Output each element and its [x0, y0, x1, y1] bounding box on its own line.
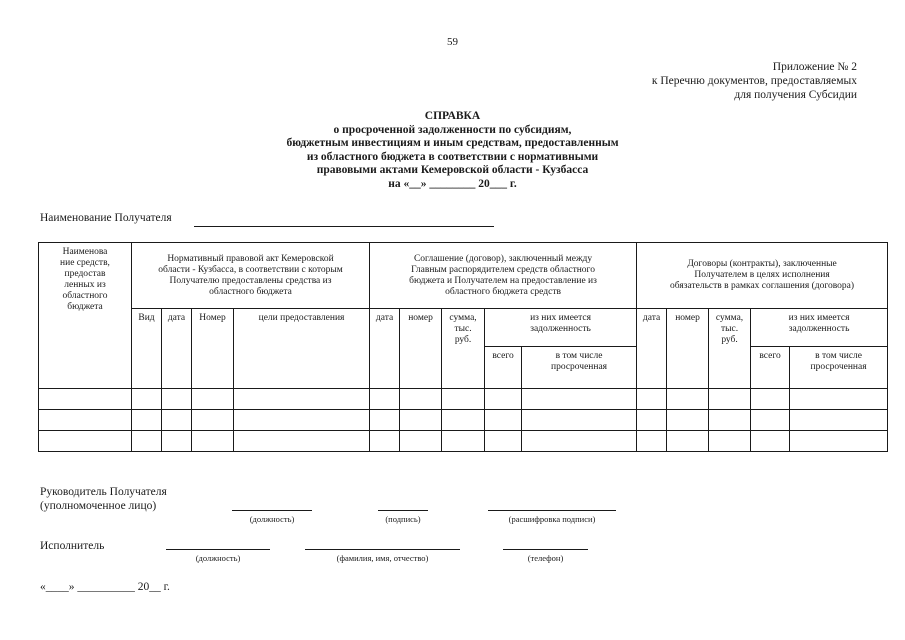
table-cell[interactable] [39, 389, 132, 410]
title-date-line: на «__» ________ 20___ г. [388, 177, 517, 190]
exec-name-caption: (фамилия, имя, отчество) [336, 553, 429, 563]
head-position-line[interactable] [232, 510, 312, 511]
header-agreement-number: номер [400, 309, 442, 389]
appendix-line-3: для получения Субсидии [734, 89, 857, 101]
table-cell[interactable] [637, 431, 667, 452]
table-cell[interactable] [485, 389, 522, 410]
table-row [39, 410, 888, 431]
table-cell[interactable] [370, 389, 400, 410]
header-contracts-group: Договоры (контракты), заключенные Получателем в целях исполнения обязательств в рамках соглашения (договора) [637, 243, 888, 309]
table-cell[interactable] [522, 410, 637, 431]
table-cell[interactable] [132, 431, 162, 452]
table-cell[interactable] [234, 389, 370, 410]
table-cell[interactable] [39, 431, 132, 452]
head-decoding-line[interactable] [488, 510, 616, 511]
table-cell[interactable] [192, 431, 234, 452]
table-cell[interactable] [400, 389, 442, 410]
title-heading: СПРАВКА [424, 110, 481, 122]
table-cell[interactable] [162, 410, 192, 431]
page-number: 59 [447, 36, 458, 48]
appendix-note [652, 60, 857, 102]
table-cell[interactable] [234, 431, 370, 452]
table-cell[interactable] [751, 389, 790, 410]
header-agreement-group: Соглашение (договор), заключенный между Главным распорядителем средств областного бюджета и Получателем на предоставление из областного бюджета средств [370, 243, 637, 309]
table-cell[interactable] [709, 389, 751, 410]
header-contract-debt-overdue: в том числе просроченная [790, 347, 888, 389]
table-cell[interactable] [751, 410, 790, 431]
header-npa-number: Номер [192, 309, 234, 389]
table-cell[interactable] [132, 389, 162, 410]
header-contract-debt-total: всего [751, 347, 790, 389]
title-line-2: бюджетным инвестициям и иным средствам, предоставленным [286, 137, 619, 150]
table-cell[interactable] [442, 389, 485, 410]
header-npa-group: Нормативный правовой акт Кемеровской области - Кузбасса, в соответствии с которым Получателю предоставлены средства из областного бюджета [132, 243, 370, 309]
table-cell[interactable] [162, 431, 192, 452]
table-cell[interactable] [485, 431, 522, 452]
header-npa-purpose: цели предоставления [234, 309, 370, 389]
exec-phone-line[interactable] [503, 549, 588, 550]
header-contract-number: номер [667, 309, 709, 389]
table-cell[interactable] [790, 389, 888, 410]
table-cell[interactable] [790, 431, 888, 452]
header-agreement-date: дата [370, 309, 400, 389]
exec-phone-caption: (телефон) [527, 553, 564, 563]
header-agreement-debt: из них имеется задолженность [485, 309, 637, 347]
table-cell[interactable] [637, 410, 667, 431]
table-cell[interactable] [522, 431, 637, 452]
head-label-line-1: Руководитель Получателя [40, 486, 167, 498]
table-cell[interactable] [522, 389, 637, 410]
header-agreement-debt-overdue: в том числе просроченная [522, 347, 637, 389]
document-title [0, 110, 905, 192]
table-cell[interactable] [667, 431, 709, 452]
head-label [40, 486, 167, 513]
debt-table [38, 242, 888, 452]
header-contract-date: дата [637, 309, 667, 389]
table-cell[interactable] [667, 410, 709, 431]
sign-date-line: «____» __________ 20__ г. [40, 581, 170, 593]
recipient-label: Наименование Получателя [40, 212, 172, 224]
table-cell[interactable] [192, 389, 234, 410]
table-cell[interactable] [709, 431, 751, 452]
header-contract-sum: сумма, тыс. руб. [709, 309, 751, 389]
table-cell[interactable] [637, 389, 667, 410]
table-cell[interactable] [39, 410, 132, 431]
table-cell[interactable] [132, 410, 162, 431]
head-signature-caption: (подпись) [385, 514, 421, 524]
title-line-3: из областного бюджета в соответствии с нормативными [306, 150, 599, 163]
exec-name-line[interactable] [305, 549, 460, 550]
header-funds-name: Наименова ние средств, предостав ленных из областного бюджета [39, 243, 132, 389]
table-cell[interactable] [442, 431, 485, 452]
table-row [39, 389, 888, 410]
title-line-1: о просроченной задолженности по субсидиям, [333, 123, 572, 136]
table-cell[interactable] [485, 410, 522, 431]
table-cell[interactable] [234, 410, 370, 431]
head-label-line-2: (уполномоченное лицо) [40, 499, 157, 512]
header-agreement-sum: сумма, тыс. руб. [442, 309, 485, 389]
table-cell[interactable] [400, 410, 442, 431]
table-cell[interactable] [162, 389, 192, 410]
head-signature-line[interactable] [378, 510, 428, 511]
table-cell[interactable] [370, 431, 400, 452]
head-position-caption: (должность) [249, 514, 295, 524]
appendix-line-2: к Перечню документов, предоставляемых [651, 75, 857, 87]
table-cell[interactable] [370, 410, 400, 431]
appendix-line-1: Приложение № 2 [772, 61, 857, 73]
table-cell[interactable] [667, 389, 709, 410]
head-decoding-caption: (расшифровка подписи) [508, 514, 596, 524]
header-agreement-debt-total: всего [485, 347, 522, 389]
exec-position-line[interactable] [166, 549, 270, 550]
table-cell[interactable] [400, 431, 442, 452]
header-npa-type: Вид [132, 309, 162, 389]
table-cell[interactable] [709, 410, 751, 431]
table-cell[interactable] [790, 410, 888, 431]
header-contract-debt: из них имеется задолженность [751, 309, 888, 347]
executor-label: Исполнитель [40, 540, 105, 552]
table-cell[interactable] [751, 431, 790, 452]
exec-position-caption: (должность) [195, 553, 241, 563]
header-npa-date: дата [162, 309, 192, 389]
table-cell[interactable] [192, 410, 234, 431]
table-row [39, 431, 888, 452]
table-cell[interactable] [442, 410, 485, 431]
title-line-4: правовыми актами Кемеровской области - Кузбасса [316, 164, 589, 177]
recipient-name-line[interactable] [194, 226, 494, 227]
